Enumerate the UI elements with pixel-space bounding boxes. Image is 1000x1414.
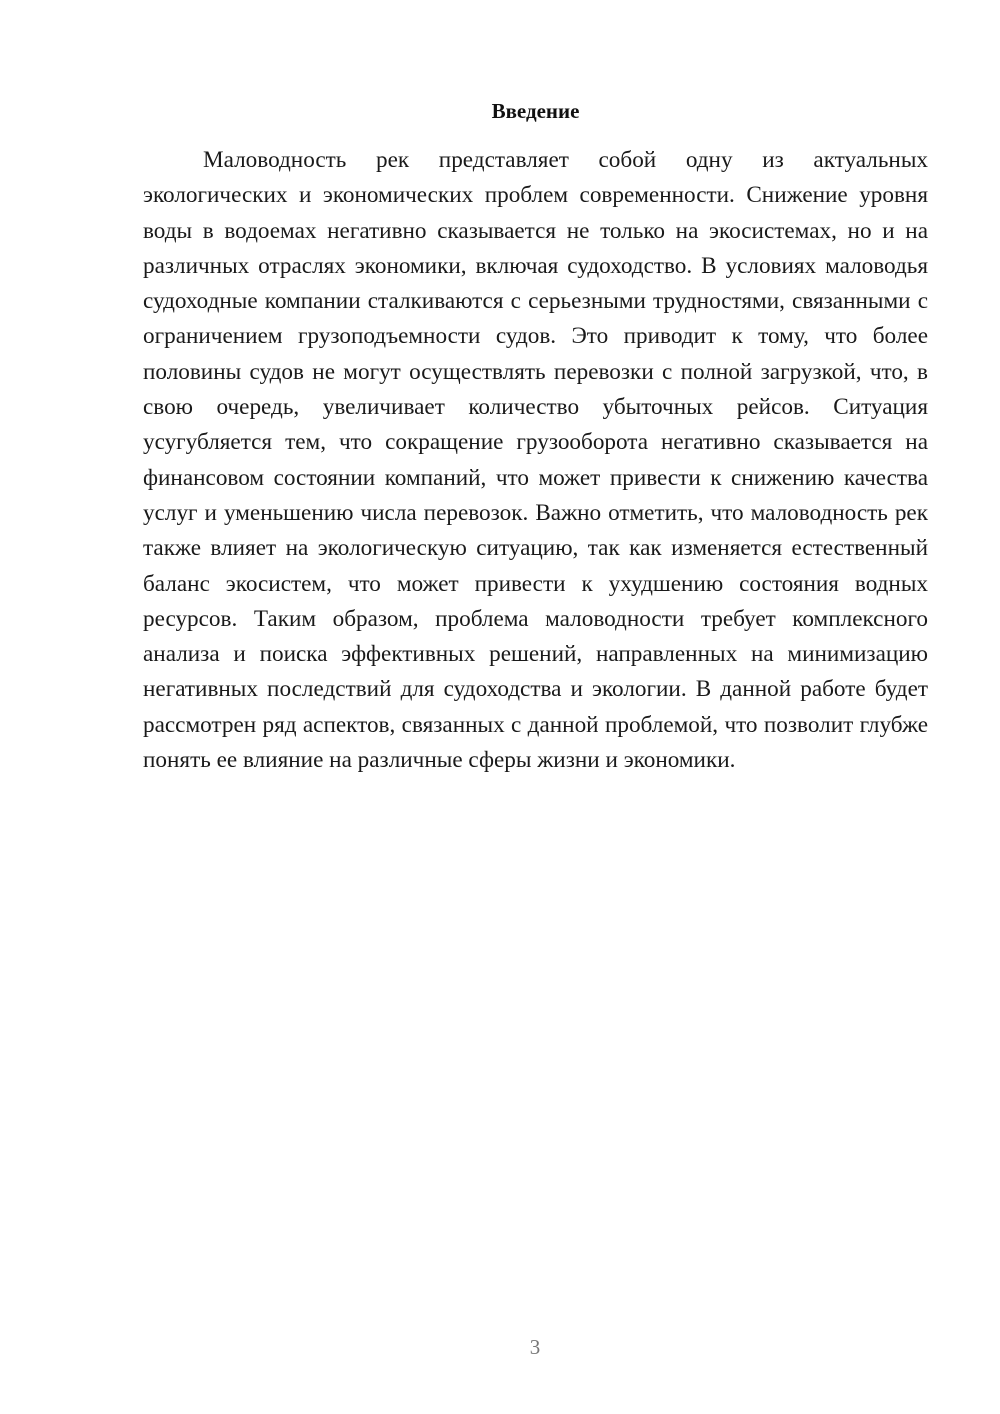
body-paragraph: Маловодность рек представляет собой одну из актуальных экологических и экономических проблем современности. Снижение уровня воды в водоемах негативно сказывается не только на экосистемах, но и на различных отраслях экономики, включая судоходство. В условиях маловодья судоходные компании сталкиваются с серьезными трудностями, связанными с ограничением грузоподъемности судов. Это приводит к тому, что более половины судов не могут осуществлять перевозки с полной загрузкой, что, в свою очередь, увеличивает количество убыточных рейсов. Ситуация усугубляется тем, что сокращение грузооборота негативно сказывается на финансовом состоянии компаний, что может привести к снижению качества услуг и уменьшению числа перевозок. Важно отметить, что маловодность рек также влияет на экологическую ситуацию, так как изменяется естественный баланс экосистем, что может привести к ухудшению состояния водных ресурсов. Таким образом, проблема маловодности требует комплексного анализа и поиска эффективных решений, направленных на минимизацию негативных последствий для судоходства и экологии. В данной работе будет рассмотрен ряд аспектов, связанных с данной проблемой, что позволит глубже понять ее влияние на различные сферы жизни и экономики. — [143, 147, 928, 774]
page-number: 3 — [529, 1335, 541, 1359]
section-heading: Введение — [491, 99, 580, 123]
